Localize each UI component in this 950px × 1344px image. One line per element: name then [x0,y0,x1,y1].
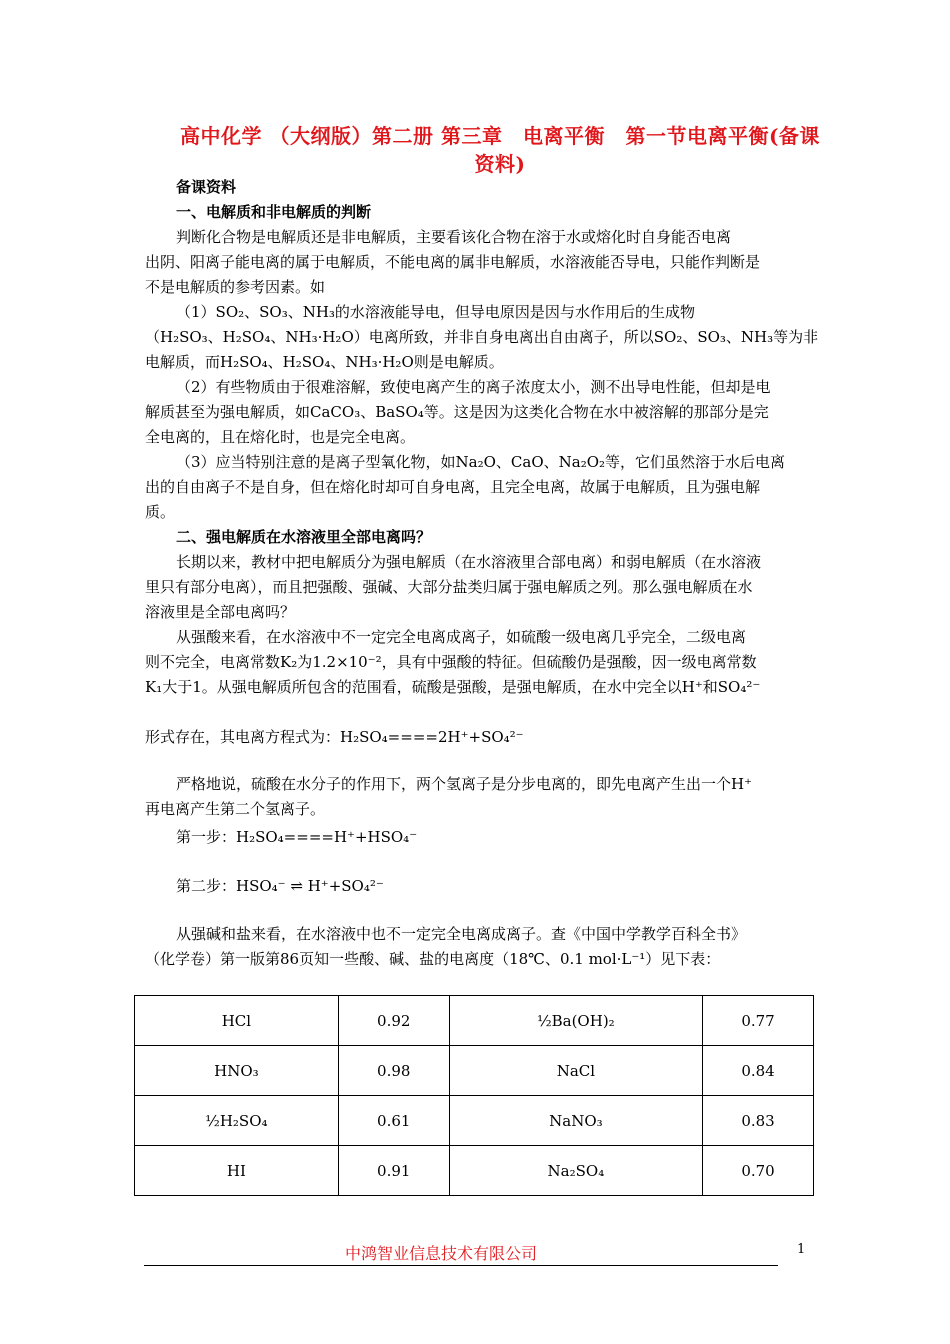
paragraph-line: （化学卷）第一版第86页知一些酸、碱、盐的电离度（18℃、0.1 mol·L⁻¹）见下表： [145,950,721,968]
table-row [135,1146,814,1196]
paragraph-line: 再电离产生第二个氢离子。 [145,800,326,818]
table-cell: ½Ba(OH)₂ [449,996,702,1046]
paragraph-line: 溶液里是全部电离吗？ [145,603,296,621]
paragraph-line: K₁大于1。从强电解质所包含的范围看，硫酸是强酸，是强电解质，在水中完全以H⁺和SO₄²⁻ [145,678,761,696]
paragraph-line: （1）SO₂、SO₃、NH₃的水溶液能导电，但导电原因是因与水作用后的生成物 [176,303,695,321]
table-row [135,996,814,1046]
table-cell: HI [135,1146,339,1196]
table-cell: 0.61 [338,1096,449,1146]
equation-line: 形式存在，其电离方程式为：H₂SO₄====2H⁺+SO₄²⁻ [145,728,524,746]
footer-company: 中鸿智业信息技术有限公司 [345,1244,538,1263]
paragraph-line: 则不完全，电离常数K₂为1.2×10⁻²，具有中强酸的特征。但硫酸仍是强酸，因一级电离常数 [145,653,757,671]
table-cell: HNO₃ [135,1046,339,1096]
paragraph-line: 出阴、阳离子能电离的属于电解质，不能电离的属非电解质，水溶液能否导电，只能作判断是 [145,253,761,271]
page-number: 1 [797,1242,806,1257]
paragraph-line: 解质甚至为强电解质，如CaCO₃、BaSO₄等。这是因为这类化合物在水中被溶解的那部分是完 [145,403,769,421]
paragraph-line: 从强碱和盐来看，在水溶液中也不一定完全电离成离子。查《中国中学教学百科全书》 [176,925,747,943]
table-cell: Na₂SO₄ [449,1146,702,1196]
table-cell: HCl [135,996,339,1046]
equation-step-1: 第一步：H₂SO₄====H⁺+HSO₄⁻ [176,828,418,846]
page-title: 高中化学 （大纲版）第二册 第三章 电离平衡 第一节电离平衡(备课资料) [180,124,820,176]
ionization-table [134,995,814,1196]
paragraph-line: 质。 [145,503,176,521]
paragraph-line: （2）有些物质由于很难溶解，致使电离产生的离子浓度太小，测不出导电性能，但却是电 [176,378,771,396]
table-row [135,1046,814,1096]
table-cell: NaNO₃ [449,1096,702,1146]
paragraph-line: 长期以来，教材中把电解质分为强电解质（在水溶液里合部电离）和弱电解质（在水溶液 [176,553,762,571]
footer-divider [144,1265,778,1266]
paragraph-line: 不是电解质的参考因素。如 [145,278,326,296]
section-label: 备课资料 [176,178,237,196]
heading-1: 一、电解质和非电解质的判断 [176,203,372,221]
table-cell: 0.91 [338,1146,449,1196]
paragraph-line: 里只有部分电离），而且把强酸、强碱、大部分盐类归属于强电解质之列。那么强电解质在水 [145,578,753,596]
paragraph-line: （H₂SO₃、H₂SO₄、NH₃·H₂O）电离所致，并非自身电离出自由离子，所以SO₂、SO₃、NH₃等为非 [145,328,819,346]
table-cell: 0.83 [703,1096,814,1146]
table-cell: ½H₂SO₄ [135,1096,339,1146]
paragraph-line: （3）应当特别注意的是离子型氧化物，如Na₂O、CaO、Na₂O₂等，它们虽然溶于水后电离 [176,453,786,471]
paragraph-line: 出的自由离子不是自身，但在熔化时却可自身电离，且完全电离，故属于电解质，且为强电解 [145,478,761,496]
equation-step-2: 第二步：HSO₄⁻ ⇌ H⁺+SO₄²⁻ [176,877,384,895]
paragraph-line: 全电离的，且在熔化时，也是完全电离。 [145,428,416,446]
table-cell: 0.92 [338,996,449,1046]
table-cell: 0.98 [338,1046,449,1096]
table-cell: 0.84 [703,1046,814,1096]
paragraph-line: 从强酸来看，在水溶液中不一定完全电离成离子，如硫酸一级电离几乎完全，二级电离 [176,628,747,646]
table-row [135,1096,814,1146]
paragraph-line: 电解质，而H₂SO₄、H₂SO₄、NH₃·H₂O则是电解质。 [145,353,504,371]
paragraph-line: 判断化合物是电解质还是非电解质，主要看该化合物在溶于水或熔化时自身能否电离 [176,228,732,246]
table-cell: 0.77 [703,996,814,1046]
table-cell: 0.70 [703,1146,814,1196]
table-cell: NaCl [449,1046,702,1096]
heading-2: 二、强电解质在水溶液里全部电离吗？ [176,528,432,546]
paragraph-line: 严格地说，硫酸在水分子的作用下，两个氢离子是分步电离的，即先电离产生出一个H⁺ [176,775,753,793]
